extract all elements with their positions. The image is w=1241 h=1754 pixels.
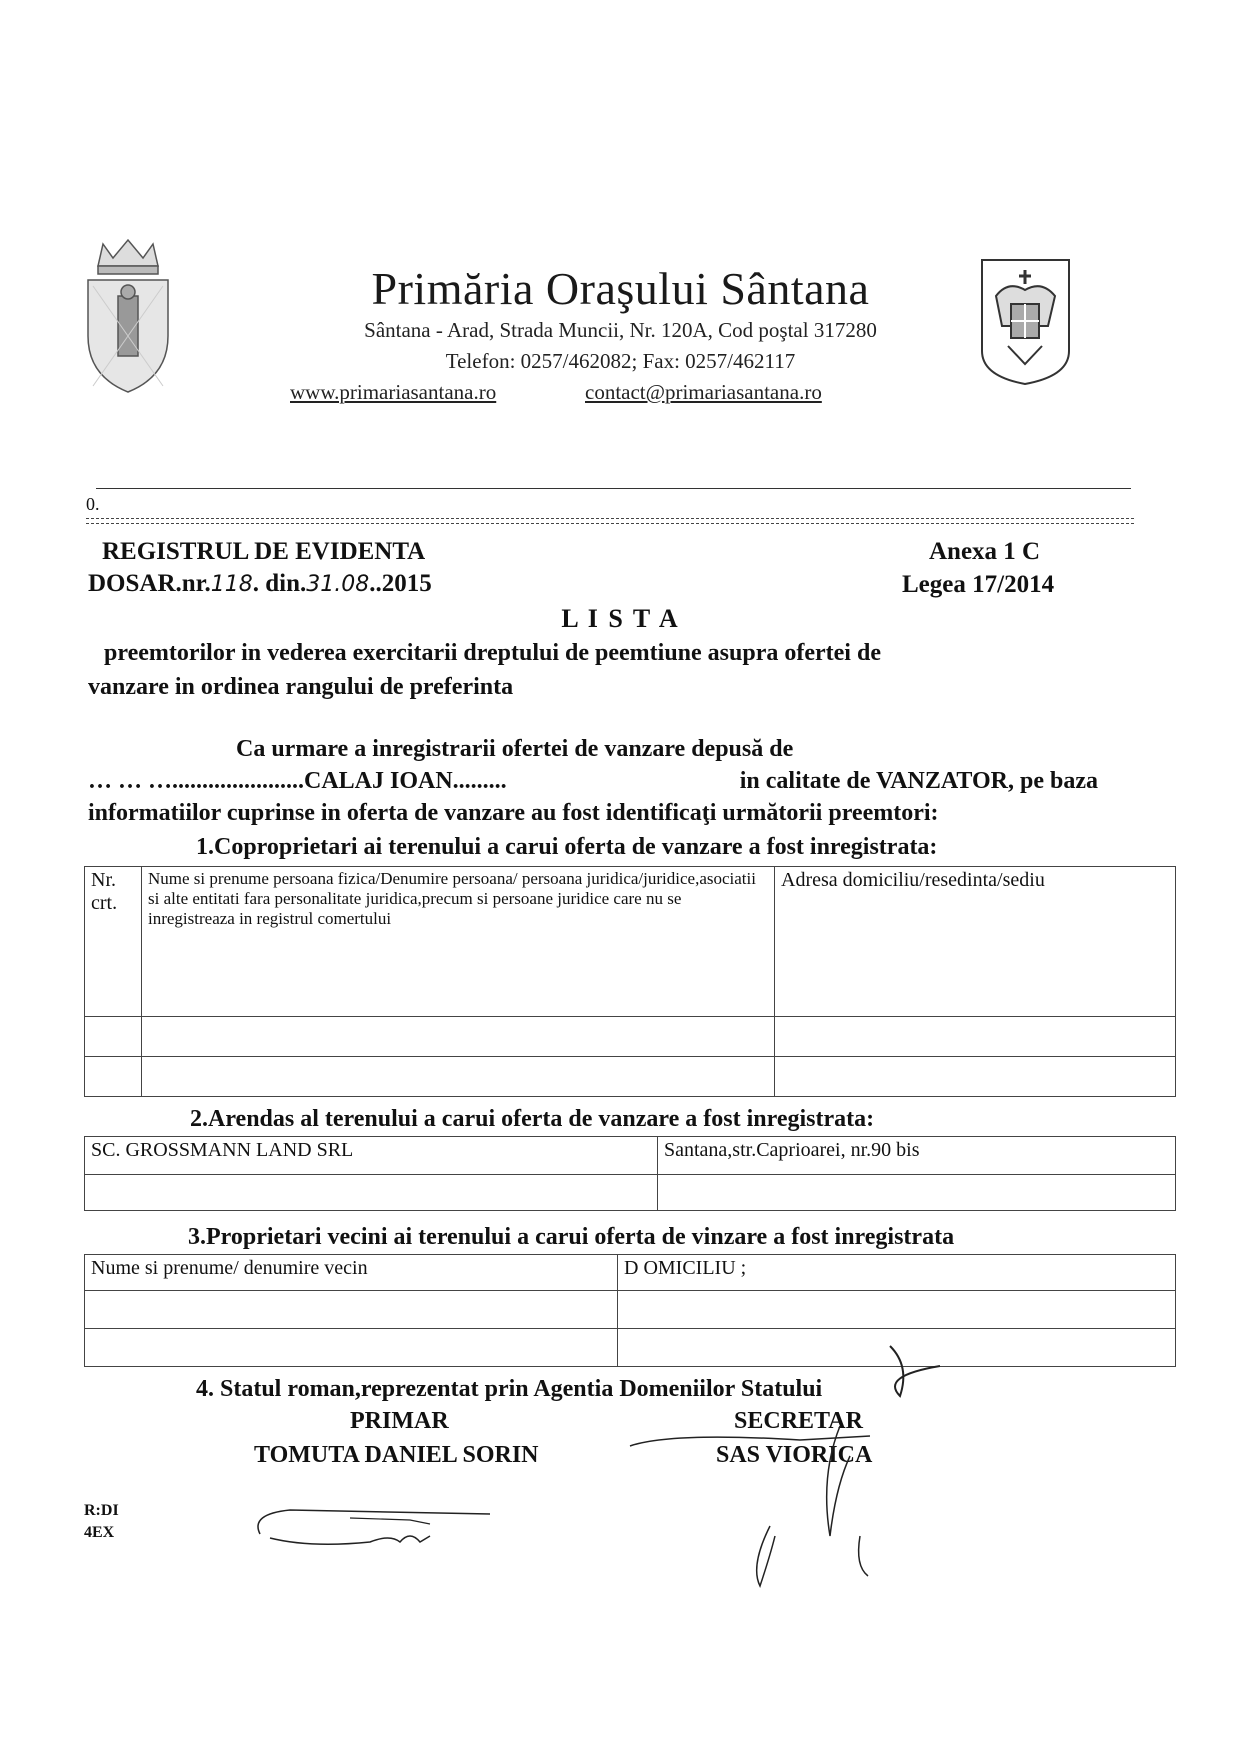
intro-dots: … … …...................... (88, 768, 304, 794)
col-address-header: Adresa domiciliu/resedinta/sediu (775, 867, 1176, 1017)
top-rule (96, 488, 1131, 489)
section-4-title: 4. Statul roman,reprezentat prin Agentia Domeniilor Statului (196, 1376, 823, 1402)
seller-name: CALAJ IOAN......... (304, 768, 507, 794)
secretary-title: SECRETAR (734, 1408, 863, 1434)
section-2-title: 2.Arendas al terenului a carui oferta de vanzare a fost inregistrata: (190, 1106, 875, 1132)
mayor-title: PRIMAR (350, 1408, 449, 1434)
intro-line-2-suffix: in calitate de VANZATOR, pe baza (739, 768, 1098, 794)
tenant-name: SC. GROSSMANN LAND SRL (85, 1137, 658, 1175)
dosar-date: 31.08 (306, 572, 370, 597)
institution-address: Sântana - Arad, Strada Muncii, Nr. 120A, Cod poştal 317280 (364, 318, 877, 342)
dosar-number: 118 (210, 572, 253, 597)
table-row (85, 1057, 1176, 1097)
register-title: REGISTRUL DE EVIDENTA (102, 538, 426, 565)
dosar-prefix: DOSAR.nr. (88, 570, 211, 597)
dosar-year: ..2015 (369, 570, 432, 597)
institution-phone: Telefon: 0257/462082; Fax: 0257/462117 (445, 349, 796, 373)
intro-line-2 (88, 768, 1148, 795)
list-subtitle-2: vanzare in ordinea rangului de preferinta (88, 674, 514, 700)
double-rule (86, 518, 1134, 524)
list-subtitle-1: preemtorilor in vederea exercitarii dreptului de peemtiune asupra ofertei de (104, 640, 881, 666)
coowners-table (84, 866, 1176, 1097)
dosar-din: . din. (252, 570, 307, 597)
list-title: L I S T A (561, 604, 680, 633)
secretary-name: SAS VIORICA (716, 1442, 873, 1468)
intro-line-3: informatiilor cuprinse in oferta de vanzare au fost identificaţi următorii preemtori: (88, 800, 939, 826)
website-link[interactable]: www.primariasantana.ro (290, 380, 497, 404)
secretary-signature (610, 1336, 990, 1596)
col-nr-header: Nr. crt. (85, 867, 142, 1017)
law-label: Legea 17/2014 (902, 571, 1055, 598)
institution-title: Primăria Oraşului Sântana (371, 263, 870, 314)
email-link[interactable]: contact@primariasantana.ro (585, 380, 822, 404)
tenant-table (84, 1136, 1176, 1211)
footer-code-2: 4EX (84, 1524, 115, 1541)
neighbor-address-header: D OMICILIU ; (618, 1255, 1176, 1291)
reference-number: 0. (86, 494, 100, 514)
table-row (85, 1291, 1176, 1329)
section-3-title: 3.Proprietari vecini ai terenului a carui oferta de vinzare a fost inregistrata (188, 1224, 955, 1250)
footer-code-1: R:DI (84, 1502, 119, 1519)
table-row (85, 1175, 1176, 1211)
section-1-title: 1.Coproprietari ai terenului a carui oferta de vanzare a fost inregistrata: (196, 834, 938, 860)
mayor-signature (250, 1494, 510, 1554)
table-row (85, 1017, 1176, 1057)
mayor-name: TOMUTA DANIEL SORIN (254, 1442, 539, 1468)
annex-label: Anexa 1 C (929, 538, 1041, 565)
neighbor-name-header: Nume si prenume/ denumire vecin (85, 1255, 618, 1291)
dosar-line (88, 570, 432, 598)
col-name-header: Nume si prenume persoana fizica/Denumire persoana/ persoana juridica/juridice,asociatii si alte entitati fara personalitate juridica,precum si persoane juridice care nu se inregistreaza in registrul comertului (142, 867, 775, 1017)
tenant-address: Santana,str.Caprioarei, nr.90 bis (658, 1137, 1176, 1175)
intro-line-1: Ca urmare a inregistrarii ofertei de vanzare depusă de (236, 736, 794, 762)
